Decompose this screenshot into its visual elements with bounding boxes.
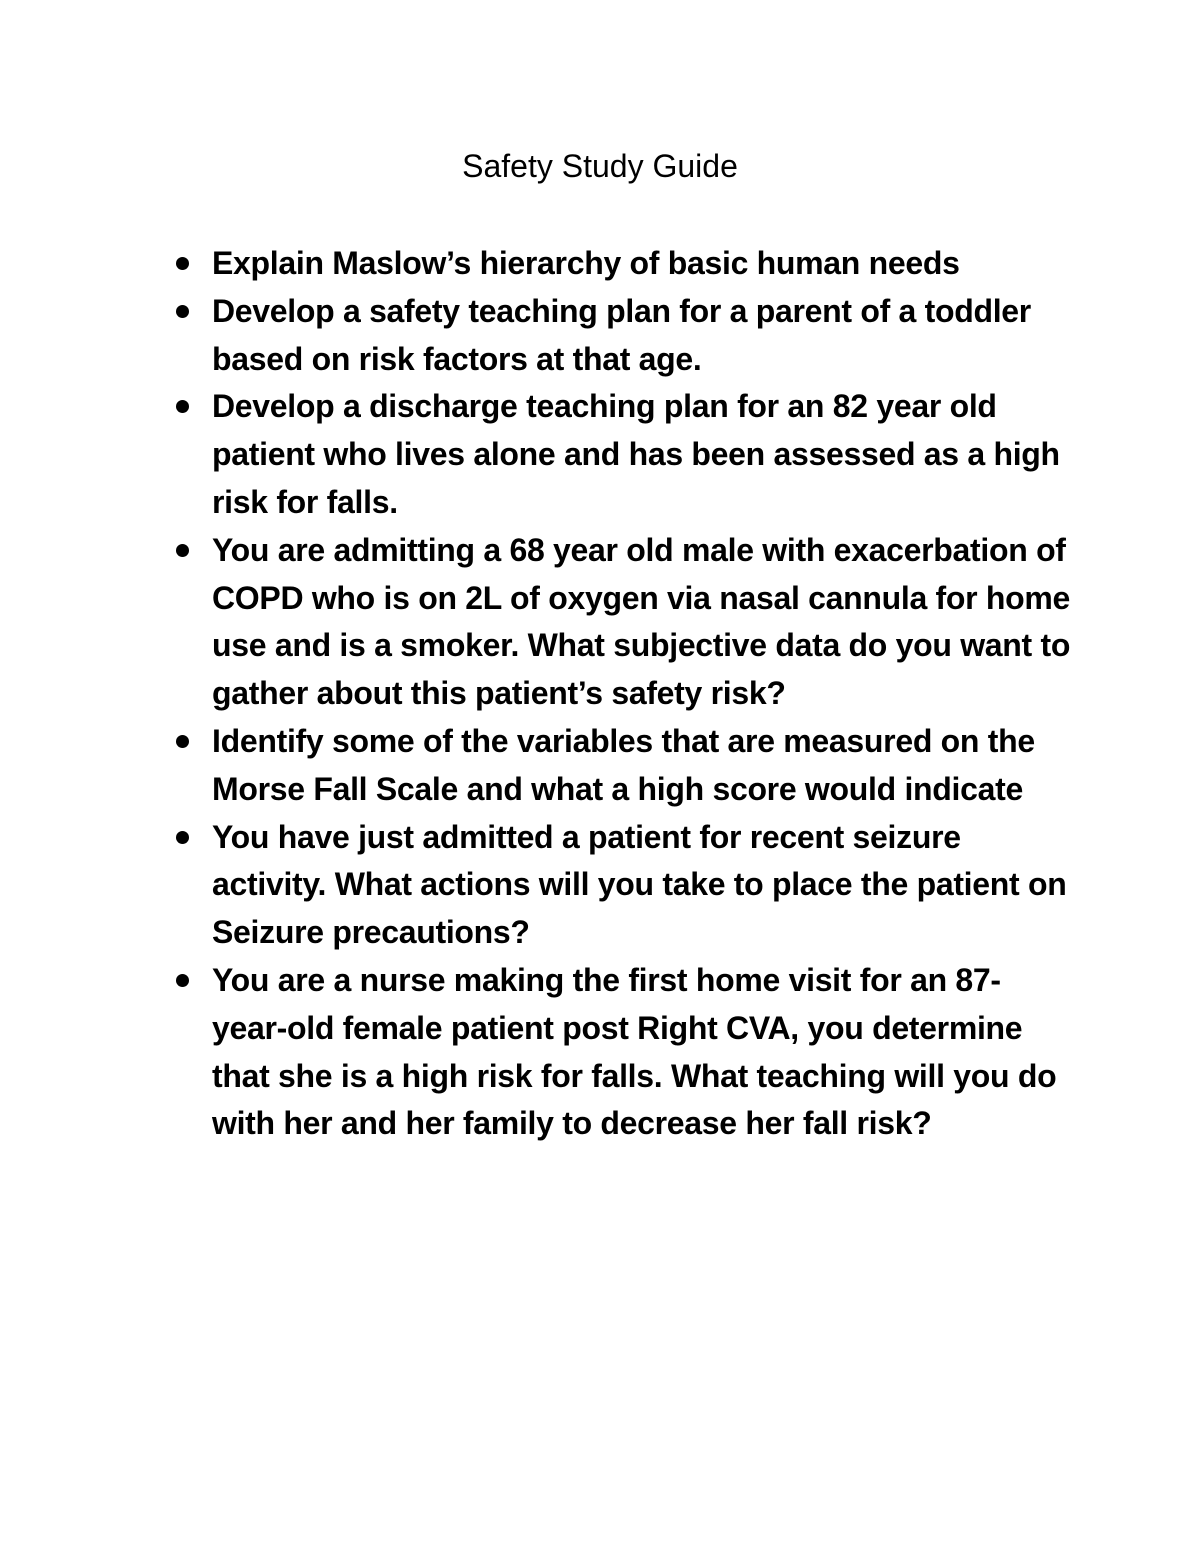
list-item-text: You are admitting a 68 year old male with exacerbation of COPD who is on 2L of oxygen via nasal cannula for home use and is a smoker. What subjective data do you want to gather about this patient’s safety risk? [212, 531, 1071, 712]
bullet-icon [176, 544, 189, 557]
list-item-text: You are a nurse making the first home visit for an 87-year-old female patient post Right CVA, you determine that she is a high risk for falls. What teaching will you do with her and her family to decrease her fall risk? [212, 961, 1057, 1142]
list-item [212, 814, 1072, 957]
list-item [212, 288, 1072, 384]
list-item-text: Identify some of the variables that are measured on the Morse Fall Scale and what a high score would indicate [212, 722, 1035, 807]
bullet-icon [176, 735, 189, 748]
study-guide-list [212, 240, 1072, 1148]
list-item [212, 527, 1072, 718]
list-item-text: Explain Maslow’s hierarchy of basic human needs [212, 245, 960, 281]
list-item [212, 383, 1072, 526]
list-item [212, 718, 1072, 814]
list-item-text: Develop a discharge teaching plan for an 82 year old patient who lives alone and has been assessed as a high risk for falls. [212, 388, 1060, 520]
bullet-icon [176, 974, 189, 987]
page-title: Safety Study Guide [462, 148, 738, 184]
list-item-text: Develop a safety teaching plan for a parent of a toddler based on risk factors at that age. [212, 292, 1031, 377]
list-item [212, 240, 1072, 288]
bullet-icon [176, 257, 189, 270]
list-item [212, 957, 1072, 1148]
bullet-icon [176, 831, 189, 844]
list-item-text: You have just admitted a patient for recent seizure activity. What actions will you take to place the patient on Seizure precautions? [212, 818, 1067, 951]
bullet-icon [176, 305, 189, 318]
bullet-icon [176, 400, 189, 413]
